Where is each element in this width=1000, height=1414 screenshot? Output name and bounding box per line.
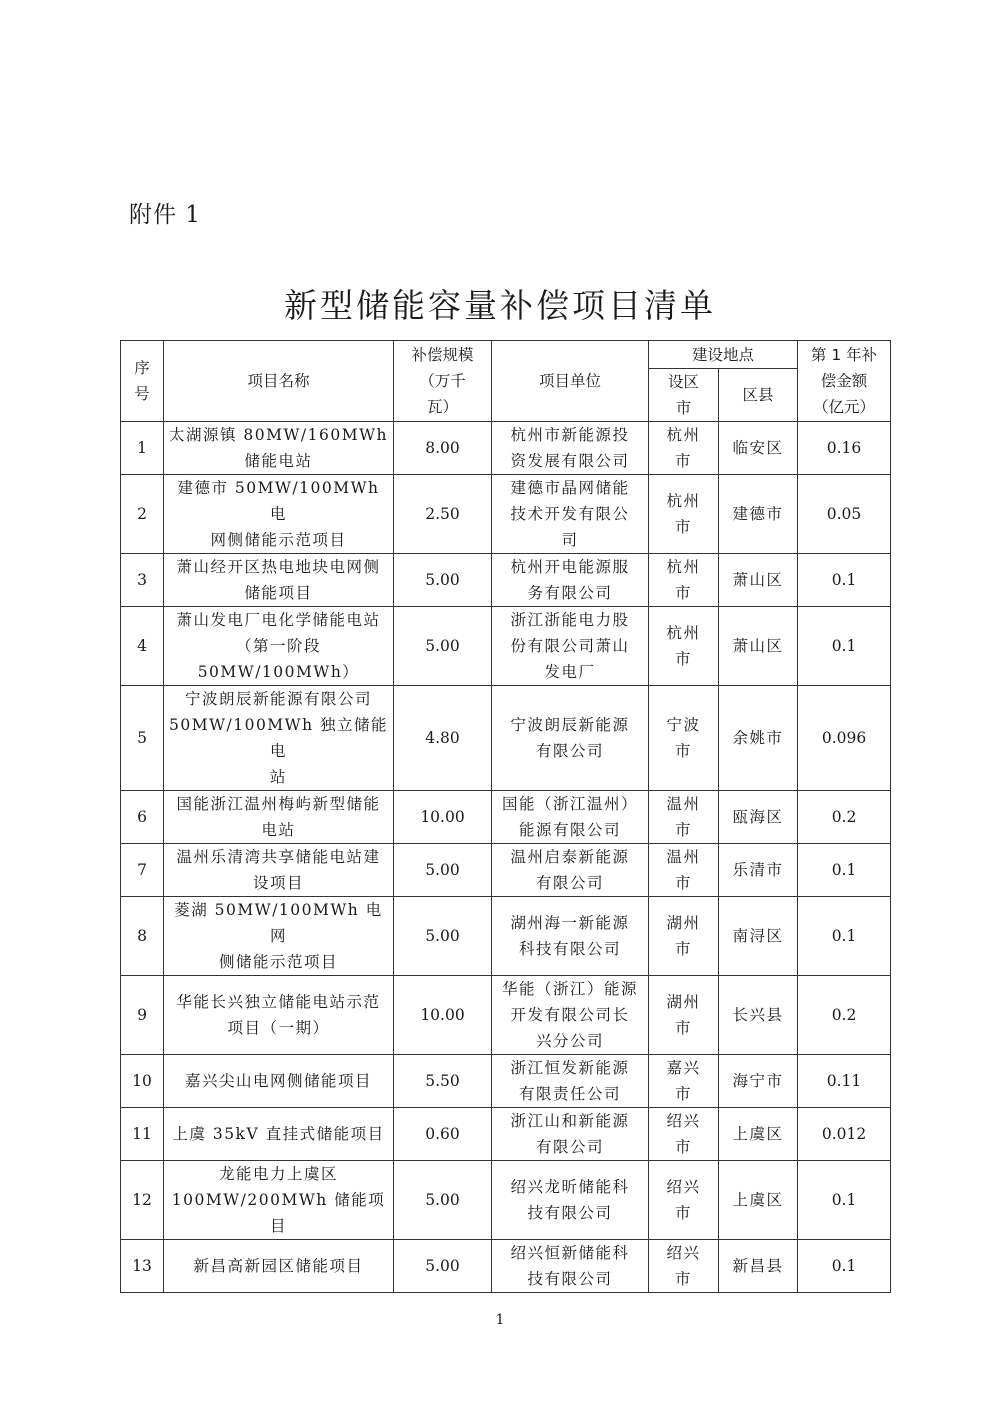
cell-county: 上虞区 [719,1161,798,1240]
cell-amount: 0.11 [798,1055,891,1108]
cell-city: 嘉兴 市 [649,1055,719,1108]
cell-unit: 建德市晶网储能 技术开发有限公 司 [492,475,649,554]
cell-unit: 浙江山和新能源 有限公司 [492,1108,649,1161]
cell-unit: 浙江恒发新能源 有限责任公司 [492,1055,649,1108]
cell-scale: 10.00 [394,976,492,1055]
cell-seq: 9 [121,976,164,1055]
cell-seq: 13 [121,1240,164,1293]
cell-name: 太湖源镇 80MW/160MWh 储能电站 [164,422,394,475]
cell-amount: 0.2 [798,791,891,844]
cell-scale: 5.00 [394,897,492,976]
cell-scale: 8.00 [394,422,492,475]
cell-county: 建德市 [719,475,798,554]
cell-amount: 0.16 [798,422,891,475]
cell-name: 国能浙江温州梅屿新型储能 电站 [164,791,394,844]
cell-county: 海宁市 [719,1055,798,1108]
header-scale: 补偿规模 （万千 瓦） [394,341,492,422]
cell-amount: 0.1 [798,844,891,897]
table-row [121,686,891,791]
cell-seq: 1 [121,422,164,475]
table-body [121,422,891,1293]
cell-scale: 5.00 [394,1161,492,1240]
cell-city: 温州 市 [649,844,719,897]
cell-city: 绍兴 市 [649,1108,719,1161]
table-row [121,422,891,475]
cell-unit: 杭州市新能源投 资发展有限公司 [492,422,649,475]
cell-name: 嘉兴尖山电网侧储能项目 [164,1055,394,1108]
cell-county: 萧山区 [719,554,798,607]
page-title: 新型储能容量补偿项目清单 [284,286,716,325]
table-row [121,1240,891,1293]
cell-amount: 0.1 [798,607,891,686]
cell-name: 萧山发电厂电化学储能电站 （第一阶段 50MW/100MWh） [164,607,394,686]
cell-unit: 杭州开电能源服 务有限公司 [492,554,649,607]
cell-city: 湖州 市 [649,897,719,976]
cell-unit: 华能（浙江）能源 开发有限公司长 兴分公司 [492,976,649,1055]
cell-amount: 0.096 [798,686,891,791]
cell-city: 杭州 市 [649,607,719,686]
cell-county: 上虞区 [719,1108,798,1161]
cell-amount: 0.1 [798,1161,891,1240]
table-row [121,1055,891,1108]
cell-county: 长兴县 [719,976,798,1055]
cell-city: 杭州 市 [649,475,719,554]
cell-county: 乐清市 [719,844,798,897]
cell-name: 华能长兴独立储能电站示范 项目（一期） [164,976,394,1055]
cell-county: 余姚市 [719,686,798,791]
cell-unit: 温州启泰新能源 有限公司 [492,844,649,897]
cell-name: 萧山经开区热电地块电网侧 储能项目 [164,554,394,607]
table-row [121,1161,891,1240]
cell-seq: 4 [121,607,164,686]
cell-city: 杭州 市 [649,422,719,475]
cell-city: 温州 市 [649,791,719,844]
cell-scale: 2.50 [394,475,492,554]
cell-city: 宁波 市 [649,686,719,791]
table-row [121,607,891,686]
cell-seq: 11 [121,1108,164,1161]
cell-unit: 湖州海一新能源 科技有限公司 [492,897,649,976]
cell-county: 临安区 [719,422,798,475]
cell-name: 新昌高新园区储能项目 [164,1240,394,1293]
table-row [121,897,891,976]
cell-county: 新昌县 [719,1240,798,1293]
page-number: 1 [495,1312,505,1328]
header-city: 设区 市 [649,369,719,422]
cell-name: 温州乐清湾共享储能电站建 设项目 [164,844,394,897]
cell-amount: 0.2 [798,976,891,1055]
cell-amount: 0.1 [798,1240,891,1293]
cell-scale: 4.80 [394,686,492,791]
cell-seq: 7 [121,844,164,897]
cell-scale: 5.00 [394,607,492,686]
table-row [121,844,891,897]
cell-amount: 0.1 [798,554,891,607]
cell-unit: 国能（浙江温州） 能源有限公司 [492,791,649,844]
cell-seq: 10 [121,1055,164,1108]
cell-scale: 5.00 [394,844,492,897]
cell-seq: 6 [121,791,164,844]
cell-unit: 宁波朗辰新能源 有限公司 [492,686,649,791]
cell-county: 南浔区 [719,897,798,976]
cell-name: 龙能电力上虞区 100MW/200MWh 储能项目 [164,1161,394,1240]
attachment-label: 附件 1 [129,202,201,228]
header-unit: 项目单位 [492,341,649,422]
cell-scale: 5.00 [394,1240,492,1293]
cell-name: 菱湖 50MW/100MWh 电网 侧储能示范项目 [164,897,394,976]
cell-amount: 0.05 [798,475,891,554]
cell-scale: 10.00 [394,791,492,844]
cell-seq: 5 [121,686,164,791]
cell-amount: 0.1 [798,897,891,976]
header-name: 项目名称 [164,341,394,422]
cell-county: 瓯海区 [719,791,798,844]
cell-scale: 5.00 [394,554,492,607]
cell-seq: 8 [121,897,164,976]
cell-seq: 2 [121,475,164,554]
cell-scale: 0.60 [394,1108,492,1161]
cell-city: 绍兴 市 [649,1161,719,1240]
cell-amount: 0.012 [798,1108,891,1161]
cell-name: 宁波朗辰新能源有限公司 50MW/100MWh 独立储能电 站 [164,686,394,791]
cell-unit: 浙江浙能电力股 份有限公司萧山 发电厂 [492,607,649,686]
table-row [121,791,891,844]
project-table [120,340,891,1293]
cell-city: 绍兴 市 [649,1240,719,1293]
cell-name: 建德市 50MW/100MWh 电 网侧储能示范项目 [164,475,394,554]
table-row [121,554,891,607]
cell-unit: 绍兴恒新储能科 技有限公司 [492,1240,649,1293]
cell-seq: 12 [121,1161,164,1240]
cell-city: 湖州 市 [649,976,719,1055]
header-seq: 序 号 [121,341,164,422]
cell-seq: 3 [121,554,164,607]
cell-county: 萧山区 [719,607,798,686]
header-location: 建设地点 [649,341,798,369]
cell-scale: 5.50 [394,1055,492,1108]
header-amount: 第 1 年补 偿金额 （亿元） [798,341,891,422]
table-row [121,976,891,1055]
cell-city: 杭州 市 [649,554,719,607]
header-county: 区县 [719,369,798,422]
table-row [121,475,891,554]
cell-name: 上虞 35kV 直挂式储能项目 [164,1108,394,1161]
table-row [121,1108,891,1161]
cell-unit: 绍兴龙昕储能科 技有限公司 [492,1161,649,1240]
